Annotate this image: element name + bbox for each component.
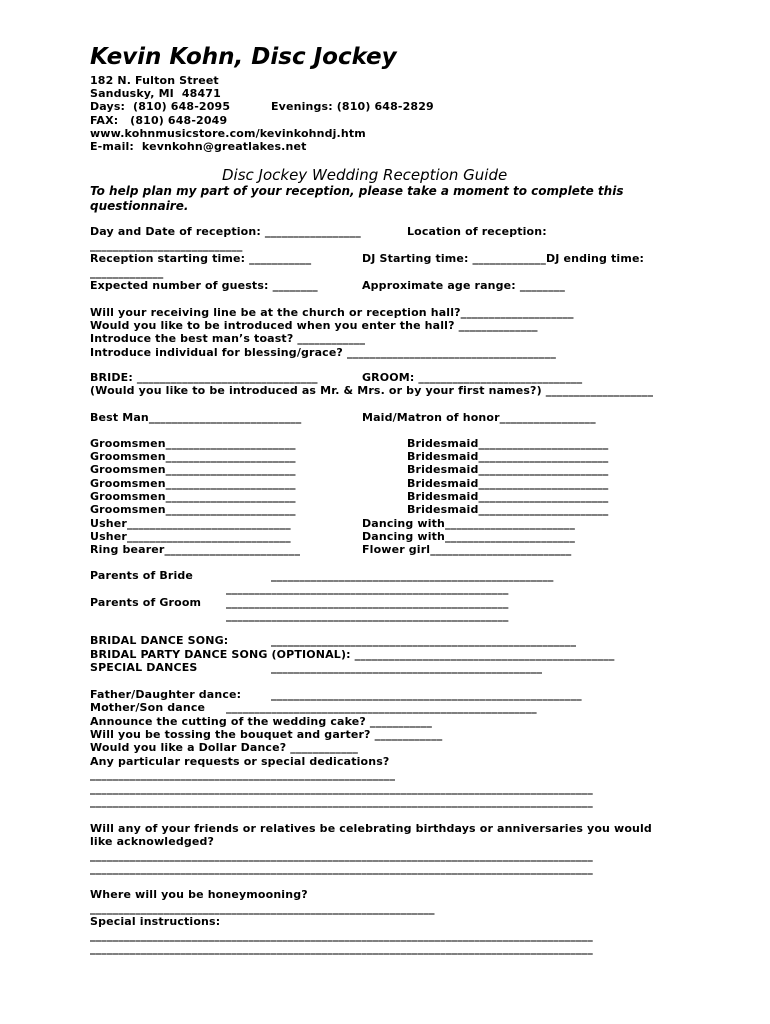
form-line-honeymoon: Where will you be honeymooning? <box>90 888 308 901</box>
evening-phone: Evenings: (810) 648-2829 <box>271 100 434 113</box>
form-line-blank-1[interactable]: ___________________________ <box>90 239 243 252</box>
form-line-groomsmen-3[interactable]: Groomsmen_______________________ <box>90 463 296 476</box>
form-line-bouquet[interactable]: Will you be tossing the bouquet and garter? ____________ <box>90 728 443 741</box>
form-line-bridesmaid-2[interactable]: Bridesmaid_______________________ <box>407 450 609 463</box>
form-line-location: Location of reception: <box>407 225 547 238</box>
form-line-intro-style[interactable]: (Would you like to be introduced as Mr. & Mrs. or by your first names?) ___________________ <box>90 384 654 397</box>
form-line-maid-honor[interactable]: Maid/Matron of honor_________________ <box>362 411 596 424</box>
form-line-dollar-dance[interactable]: Would you like a Dollar Dance? ____________ <box>90 741 359 754</box>
day-phone: Days: (810) 648-2095 <box>90 100 231 113</box>
form-line-receiving-line[interactable]: Will your receiving line be at the church or reception hall?____________________ <box>90 306 574 319</box>
form-line-guests[interactable]: Expected number of guests: ________ <box>90 279 318 292</box>
form-line-cake[interactable]: Announce the cutting of the wedding cake? ___________ <box>90 715 433 728</box>
form-line-groomsmen-2[interactable]: Groomsmen_______________________ <box>90 450 296 463</box>
form-line-bridesmaid-3[interactable]: Bridesmaid_______________________ <box>407 463 609 476</box>
form-line-ring-bearer[interactable]: Ring bearer________________________ <box>90 543 301 556</box>
form-line-groomsmen-6[interactable]: Groomsmen_______________________ <box>90 503 296 516</box>
form-line-groomsmen-5[interactable]: Groomsmen_______________________ <box>90 490 296 503</box>
form-line-birthdays-line1[interactable]: _________________________________________________________________________________________ <box>90 849 593 862</box>
form-line-bridesmaid-1[interactable]: Bridesmaid_______________________ <box>407 437 609 450</box>
form-line-dancing-2[interactable]: Dancing with_______________________ <box>362 530 575 543</box>
email-address[interactable]: E-mail: kevnkohn@greatlakes.net <box>90 140 307 153</box>
form-line-bridal-dance: BRIDAL DANCE SONG: <box>90 634 229 647</box>
form-line-father-daughter-line[interactable]: _______________________________________________________ <box>271 688 582 701</box>
form-line-birthdays-q2: like acknowledged? <box>90 835 215 848</box>
form-line-birthdays-line2[interactable]: _________________________________________________________________________________________ <box>90 862 593 875</box>
form-line-bride[interactable]: BRIDE: ________________________________ <box>90 371 318 384</box>
form-line-bridesmaid-4[interactable]: Bridesmaid_______________________ <box>407 477 609 490</box>
fax-number: FAX: (810) 648-2049 <box>90 114 228 127</box>
dj-name-title: Kevin Kohn, Disc Jockey <box>90 44 397 70</box>
form-line-father-daughter: Father/Daughter dance: <box>90 688 242 701</box>
form-line-usher-2[interactable]: Usher_____________________________ <box>90 530 291 543</box>
form-line-parents-bride-line1[interactable]: __________________________________________________ <box>271 569 554 582</box>
guide-title: Disc Jockey Wedding Reception Guide <box>222 166 508 184</box>
form-line-dj-times[interactable]: DJ Starting time: _____________DJ ending time: <box>362 252 645 265</box>
form-line-mother-son-line[interactable]: _______________________________________________________ <box>226 701 537 714</box>
form-line-bridal-party-song[interactable]: BRIDAL PARTY DANCE SONG (OPTIONAL): ______________________________________________ <box>90 648 615 661</box>
form-line-day-date[interactable]: Day and Date of reception: _________________ <box>90 225 361 238</box>
form-line-dancing-1[interactable]: Dancing with_______________________ <box>362 517 575 530</box>
form-line-reception-start[interactable]: Reception starting time: ___________ <box>90 252 312 265</box>
form-line-flower-girl[interactable]: Flower girl_________________________ <box>362 543 572 556</box>
form-line-requests-line1[interactable]: ______________________________________________________ <box>90 768 396 781</box>
city-address: Sandusky, MI 48471 <box>90 87 221 100</box>
intro-text: To help plan my part of your reception, please take a moment to complete this questionnaire. <box>90 184 624 213</box>
form-line-bridesmaid-5[interactable]: Bridesmaid_______________________ <box>407 490 609 503</box>
form-line-groomsmen-1[interactable]: Groomsmen_______________________ <box>90 437 296 450</box>
form-line-instructions-line2[interactable]: _________________________________________________________________________________________ <box>90 942 593 955</box>
form-line-parents-groom: Parents of Groom <box>90 596 202 609</box>
form-line-parents-groom-line1[interactable]: __________________________________________________ <box>226 596 509 609</box>
form-line-age-range[interactable]: Approximate age range: ________ <box>362 279 566 292</box>
form-line-requests-line2[interactable]: _________________________________________________________________________________________ <box>90 782 593 795</box>
form-line-introduced[interactable]: Would you like to be introduced when you enter the hall? ______________ <box>90 319 538 332</box>
form-line-requests: Any particular requests or special dedications? <box>90 755 390 768</box>
website-link[interactable]: www.kohnmusicstore.com/kevinkohndj.htm <box>90 127 366 140</box>
form-line-usher-1[interactable]: Usher_____________________________ <box>90 517 291 530</box>
form-line-mother-son: Mother/Son dance <box>90 701 206 714</box>
form-line-parents-bride: Parents of Bride <box>90 569 194 582</box>
form-line-blessing[interactable]: Introduce individual for blessing/grace? _____________________________________ <box>90 346 556 359</box>
form-line-birthdays-q1: Will any of your friends or relatives be celebrating birthdays or anniversaries you would <box>90 822 652 835</box>
form-line-blank-2[interactable]: _____________ <box>90 266 164 279</box>
form-line-bridesmaid-6[interactable]: Bridesmaid_______________________ <box>407 503 609 516</box>
form-line-honeymoon-line[interactable]: _____________________________________________________________ <box>90 902 435 915</box>
form-line-groomsmen-4[interactable]: Groomsmen_______________________ <box>90 477 296 490</box>
form-line-best-man-toast[interactable]: Introduce the best man’s toast? ____________ <box>90 332 366 345</box>
form-line-parents-groom-line2[interactable]: __________________________________________________ <box>226 609 509 622</box>
form-line-groom[interactable]: GROOM: _____________________________ <box>362 371 583 384</box>
form-line-bridal-dance-line[interactable]: ______________________________________________________ <box>271 634 577 647</box>
street-address: 182 N. Fulton Street <box>90 74 219 87</box>
form-line-best-man[interactable]: Best Man___________________________ <box>90 411 302 424</box>
form-line-special-instructions: Special instructions: <box>90 915 221 928</box>
form-line-instructions-line1[interactable]: _________________________________________________________________________________________ <box>90 929 593 942</box>
form-line-special-dances: SPECIAL DANCES <box>90 661 198 674</box>
form-line-parents-bride-line2[interactable]: __________________________________________________ <box>226 582 509 595</box>
form-line-requests-line3[interactable]: _________________________________________________________________________________________ <box>90 795 593 808</box>
form-line-special-dances-line[interactable]: ________________________________________________ <box>271 661 543 674</box>
